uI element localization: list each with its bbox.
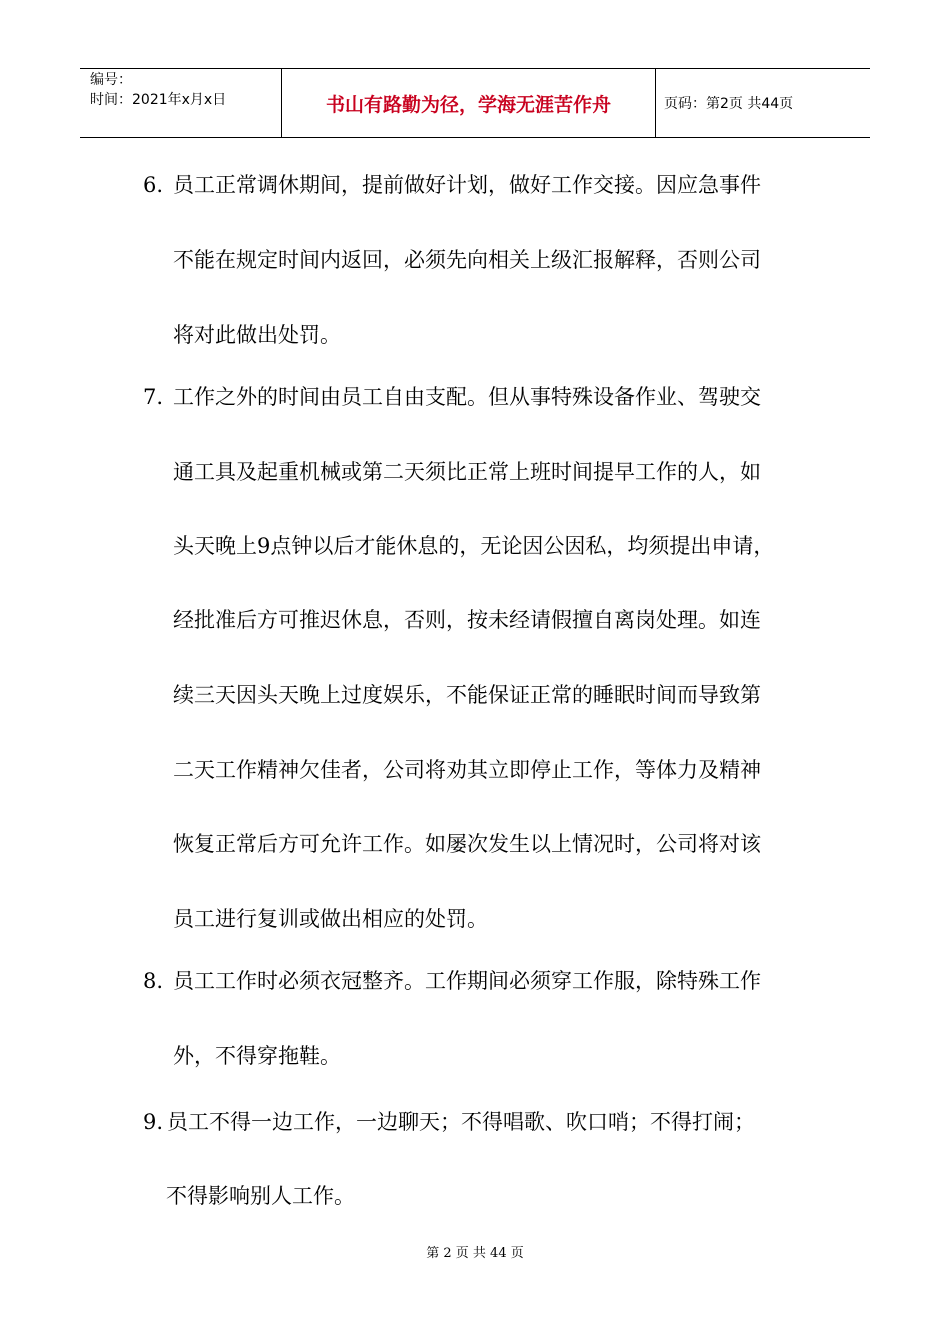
item-number: 9. <box>143 1110 164 1134</box>
item-text: 员工正常调休期间，提前做好计划，做好工作交接。因应急事件 <box>173 173 761 197</box>
page-header <box>80 68 870 138</box>
item-text: 员工不得一边工作，一边聊天；不得唱歌、吹口哨；不得打闹； <box>167 1110 755 1134</box>
header-page-info: 页码：第2页 共44页 <box>664 96 794 112</box>
item-text: 将对此做出处罚。 <box>173 323 341 347</box>
document-date: 时间：2021年x月x日 <box>90 92 227 108</box>
item-text: 工作之外的时间由员工自由支配。但从事特殊设备作业、驾驶交 <box>173 385 761 409</box>
item-text: 二天工作精神欠佳者，公司将劝其立即停止工作，等体力及精神 <box>173 758 761 782</box>
item-text: 恢复正常后方可允许工作。如屡次发生以上情况时，公司将对该 <box>173 832 761 856</box>
item-text: 员工工作时必须衣冠整齐。工作期间必须穿工作服，除特殊工作 <box>173 969 761 993</box>
item-text: 续三天因头天晚上过度娱乐，不能保证正常的睡眠时间而导致第 <box>173 683 761 707</box>
list-item-line <box>143 1108 755 1136</box>
item-text: 通工具及起重机械或第二天须比正常上班时间提早工作的人，如 <box>173 460 761 484</box>
item-text: 不能在规定时间内返回，必须先向相关上级汇报解释，否则公司 <box>173 248 761 272</box>
item-number: 6. <box>143 173 164 197</box>
page-footer: 第 2 页 共 44 页 <box>426 1246 524 1261</box>
header-motto: 书山有路勤为径，学海无涯苦作舟 <box>325 94 611 116</box>
header-motto-cell <box>282 69 656 137</box>
item-text: 头天晚上9点钟以后才能休息的，无论因公因私，均须提出申请， <box>173 534 775 558</box>
item-text: 外，不得穿拖鞋。 <box>173 1044 341 1068</box>
list-item-line <box>143 383 761 411</box>
header-page-cell <box>656 69 870 137</box>
item-number: 7. <box>143 385 164 409</box>
item-number: 8. <box>143 969 164 993</box>
list-item-line <box>143 171 761 199</box>
list-item-line <box>143 967 761 995</box>
item-text: 不得影响别人工作。 <box>166 1184 355 1208</box>
header-meta-cell <box>80 69 282 137</box>
document-number-label: 编号： <box>90 72 132 88</box>
item-text: 员工进行复训或做出相应的处罚。 <box>173 907 488 931</box>
item-text: 经批准后方可推迟休息，否则，按未经请假擅自离岗处理。如连 <box>173 608 761 632</box>
